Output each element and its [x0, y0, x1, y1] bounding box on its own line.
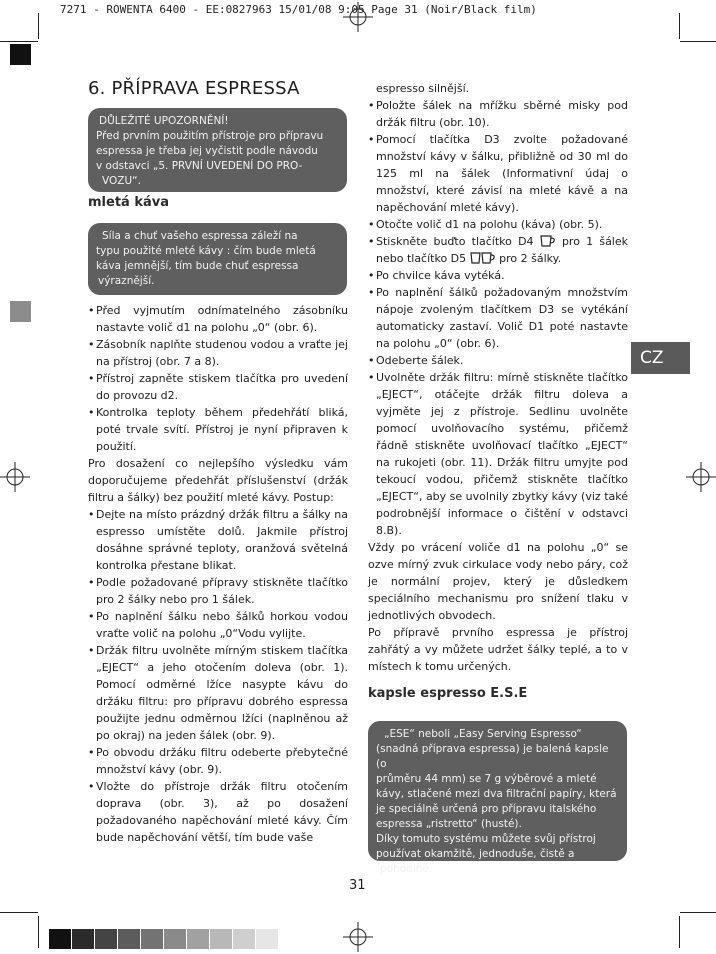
ese-line: Díky tomuto systému můžete svůj přístroj	[376, 833, 596, 845]
intro-line: káva jemnější, tím bude chuť espressa	[96, 260, 299, 272]
gray-swatch	[187, 929, 209, 949]
page-number: 31	[349, 878, 366, 893]
list-item: • Vložte do přístroje držák filtru otočením doprava (obr. 3), až po dosažení požadovaného napěchování mleté kávy. Čím bude napěchování větší, tím bude vaše	[88, 778, 348, 846]
instruction-list	[88, 302, 348, 455]
single-cup-icon	[540, 234, 556, 248]
ese-line: pohodlně.	[380, 863, 433, 875]
crop-mark	[680, 912, 716, 913]
preheat-paragraph: Pro dosažení co nejlepšího výsledku vám doporučujeme předehřát příslušenství (držák filtru a šálky) bez použití mleté kávy. Postup:	[88, 457, 348, 504]
double-cup-icon	[470, 251, 496, 265]
language-tab: CZ	[631, 342, 690, 374]
ese-info-box	[368, 721, 627, 875]
instruction-list	[368, 97, 628, 539]
crop-mark	[679, 916, 680, 948]
gray-margin-square	[10, 301, 31, 322]
section-title: 6. PŘÍPRAVA ESPRESSA	[88, 78, 300, 99]
gray-swatch	[72, 929, 94, 949]
registration-mark-icon	[686, 462, 716, 492]
crop-mark	[0, 41, 38, 42]
warning-line: VOZU“.	[102, 175, 141, 187]
button-text: Stiskněte buďto tlačítko D4	[376, 235, 534, 248]
warning-line: v odstavci „5. PRVNÍ UVEDENÍ DO PRO-	[96, 160, 303, 172]
registration-mark-icon	[343, 922, 373, 952]
ese-line: kávy, stlačené mezi dva filtrační papíry, která	[376, 788, 617, 800]
continuation-text: espresso silnější.	[376, 82, 470, 95]
button-text: pro 2 šálky.	[499, 252, 562, 265]
list-item: • Odeberte šálek.	[368, 352, 628, 369]
ese-subtitle: kapsle espresso E.S.E	[368, 686, 528, 701]
gray-swatch	[118, 929, 140, 949]
pressure-paragraph: Vždy po vrácení voliče d1 na polohu „0“ se ozve mírný zvuk cirkulace vody nebo páry, což je normální projev, který je důsledkem speciálního mechanismu pro snížení tlaku v jednotlivých obvodech.	[368, 541, 628, 622]
crop-mark	[38, 916, 39, 948]
warning-heading: DŮLEŽITÉ UPOZORNĚNÍ!	[99, 115, 229, 127]
list-item: • Pomocí tlačítka D3 zvolte požadované množství kávy v šálku, přibližně od 30 ml do 125 ml na šálek (Informativní údaj o množství, které závisí na mleté kávě a na napěchování mleté kávy).	[368, 131, 628, 216]
ese-line: espressa „ristretto“ (husté).	[376, 818, 522, 830]
list-item: • Položte šálek na mřížku sběrné misky pod držák filtru (obr. 10).	[368, 97, 628, 131]
intro-line: výraznější.	[98, 275, 155, 287]
ese-line: „ESE“ neboli „Easy Serving Espresso“	[384, 728, 582, 740]
right-column	[368, 80, 628, 675]
warning-line: espressa je třeba jej vyčistit podle návodu	[96, 145, 318, 157]
list-item: • Kontrolka teploty během předehřátí bliká, poté trvale svítí. Přístroj je nyní připraven k použití.	[88, 404, 348, 455]
intro-line: Síla a chuť vašeho espressa záleží na	[102, 230, 298, 242]
intro-box	[88, 223, 347, 295]
gray-swatch	[141, 929, 163, 949]
instruction-list	[88, 506, 348, 846]
grayscale-swatch-strip	[49, 929, 278, 949]
gray-swatch	[210, 929, 232, 949]
list-item: • Zásobník naplňte studenou vodou a vraťte jej na přístroj (obr. 7 a 8).	[88, 336, 348, 370]
list-item: • Přístroj zapněte stiskem tlačítka pro uvedení do provozu d2.	[88, 370, 348, 404]
gray-swatch	[233, 929, 255, 949]
intro-line: typu použité mleté kávy : čím bude mletá	[96, 245, 316, 257]
printer-slug: 7271 - ROWENTA 6400 - EE:0827963 15/01/08 9:05 Page 31 (Noir/Black film)	[60, 3, 537, 16]
warning-box	[88, 108, 347, 192]
ese-line: používat okamžitě, jednoduše, čistě a	[376, 848, 575, 860]
list-item: • Před vyjmutím odnímatelného zásobníku nastavte volič d1 na polohu „0“ (obr. 6).	[88, 302, 348, 336]
crop-mark	[680, 41, 716, 42]
registration-mark-icon	[343, 2, 373, 32]
list-item: • Uvolněte držák filtru: mírně stiskněte tlačítko „EJECT“, otáčejte držák filtru doleva a vyjměte jej z přístroje. Sedlinu uvolněte pomocí uvolňovacího systému, přičemž řádně stiskněte uvolňovací tlačítko „EJECT“ na rukojeti (obr. 11). Držák filtru umyjte pod tekoucí vodou, přičemž stiskněte tlačítko „EJECT“, aby se uvolnily zbytky kávy (viz také podrobnější informace o čištění v odstavci 8.B).	[368, 369, 628, 539]
gray-swatch	[164, 929, 186, 949]
registration-mark-icon	[0, 462, 30, 492]
list-item: • Otočte volič d1 na polohu (káva) (obr. 5).	[368, 216, 628, 233]
crop-mark	[0, 912, 38, 913]
list-item: • Po naplnění šálku nebo šálků horkou vodou vraťte volič na polohu „0“Vodu vylijte.	[88, 608, 348, 642]
list-item-buttons	[368, 233, 628, 267]
left-column	[88, 302, 348, 846]
gray-swatch	[49, 929, 71, 949]
crop-mark	[679, 13, 680, 39]
list-item: • Podle požadované přípravy stiskněte tlačítko pro 2 šálky nebo pro 1 šálek.	[88, 574, 348, 608]
list-item: • Po chvilce káva vytéká.	[368, 267, 628, 284]
list-item: • Držák filtru uvolněte mírným stiskem tlačítka „EJECT“ a jeho otočením doleva (obr. 1). Pomocí odměrné lžíce nasypte kávu do držáku filtru: pro přípravu dobrého espressa použijte jednu odměrnou lžíci (naplněnou až po okraj) na jeden šálek (obr. 9).	[88, 642, 348, 744]
ground-coffee-subtitle: mletá káva	[88, 195, 169, 210]
ese-line: průměru 44 mm) se 7 g výběrové a mleté	[376, 773, 597, 785]
button-text: pro 1 šálek nebo tlačítko D5	[376, 235, 629, 265]
warning-line: Před prvním použitím přístroje pro přípravu	[96, 130, 324, 142]
gray-swatch	[256, 929, 278, 949]
ese-line: (snadná příprava espressa) je balená kapsle (o	[376, 743, 609, 770]
crop-mark	[38, 13, 39, 39]
ese-line: je speciálně určená pro přípravu italského	[376, 803, 597, 815]
warm-cups-paragraph: Po přípravě prvního espressa je přístroj zahřátý a vy můžete udržet šálky teplé, a to v místech k tomu určených.	[368, 626, 628, 673]
list-item: • Po naplnění šálků požadovaným množstvím nápoje zvoleným tlačítkem D3 se vytékání automaticky zastaví. Volič D1 poté nastavte na polohu „0“ (obr. 6).	[368, 284, 628, 352]
list-item: • Po obvodu držáku filtru odeberte přebytečné množství kávy (obr. 9).	[88, 744, 348, 778]
gray-swatch	[95, 929, 117, 949]
black-margin-square	[10, 44, 31, 65]
list-item: • Dejte na místo prázdný držák filtru a šálky na espresso umístěte dolů. Jakmile přístroj dosáhne správné teploty, oranžová světelná kontrolka přestane blikat.	[88, 506, 348, 574]
